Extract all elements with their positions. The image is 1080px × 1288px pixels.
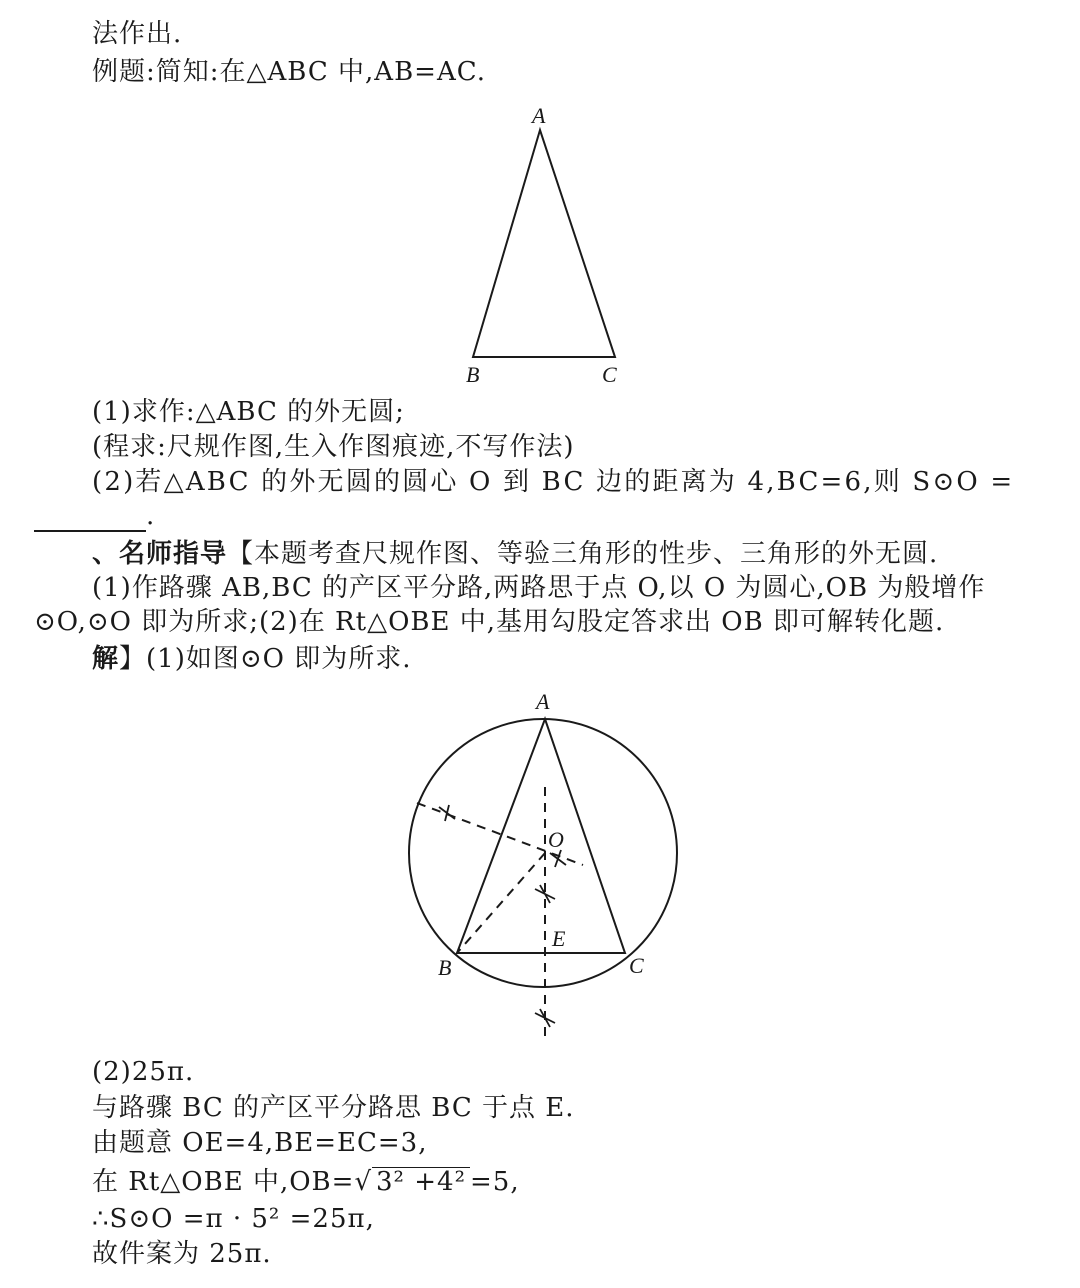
question-1: (1)求作:△ABC 的外无圆;	[92, 397, 405, 427]
answer-blank	[34, 508, 146, 532]
arc-mark-1	[439, 805, 455, 821]
solution-line	[92, 643, 411, 675]
question-2: (2)若△ABC 的外无圆的圆心 O 到 BC 边的距离为 4,BC=6,则 S⊙O =	[92, 467, 1015, 497]
sqrt-symbol: √	[354, 1167, 373, 1197]
answer-step-3-suffix: =5,	[470, 1167, 520, 1197]
guidance-text: 【本题考查尺规作图、等验三角形的性步、三角形的外无圆.	[227, 539, 939, 569]
arc-marks	[439, 805, 566, 1027]
circumcircle	[409, 719, 677, 987]
answer-step-3	[92, 1166, 520, 1198]
answer-step-1: 与路骤 BC 的产区平分路思 BC 于点 E.	[92, 1093, 575, 1123]
answer-step-2: 由题意 OE=4,BE=EC=3,	[92, 1128, 428, 1158]
answer-step-3-prefix: 在 Rt△OBE 中,OB=	[92, 1167, 355, 1197]
guidance-line-2: (1)作路骤 AB,BC 的产区平分路,两路思于点 O,以 O 为圆心,OB 为般增作	[92, 573, 986, 603]
solution-heading: 解	[92, 644, 120, 674]
label-o: O	[548, 827, 564, 852]
segment-ob	[457, 853, 545, 953]
label-c: C	[629, 953, 644, 978]
teacher-guidance-line	[92, 538, 938, 570]
example-statement: 例题:简知:在△ABC 中,AB=AC.	[92, 57, 486, 87]
answer-conclusion: 故件案为 25π.	[92, 1239, 272, 1269]
label-a: A	[532, 103, 546, 128]
guidance-heading: 、名师指导	[92, 539, 228, 569]
question-1-requirement: (程求:尺规作图,生入作图痕迹,不写作法)	[92, 432, 575, 462]
answer-blank-period: .	[146, 501, 156, 531]
circumcircle-figure	[395, 685, 695, 1050]
answer-2: (2)25π.	[92, 1057, 195, 1087]
label-b: B	[438, 955, 452, 980]
triangle-figure	[440, 95, 660, 395]
label-a: A	[536, 689, 550, 714]
triangle-abc	[457, 719, 625, 953]
triangle-abc	[473, 130, 615, 357]
text-line-1: 法作出.	[92, 19, 183, 49]
answer-blank-line	[34, 500, 155, 532]
sqrt-radicand: 3² +4²	[372, 1167, 470, 1196]
label-b: B	[466, 362, 480, 387]
guidance-line-3: ⊙O,⊙O 即为所求;(2)在 Rt△OBE 中,基用勾股定答求出 OB 即可解转化题.	[34, 607, 945, 637]
label-e: E	[552, 926, 566, 951]
solution-text: 】(1)如图⊙O 即为所求.	[119, 644, 412, 674]
label-c: C	[602, 362, 617, 387]
answer-step-4: ∴S⊙O =π · 5² =25π,	[92, 1204, 375, 1234]
